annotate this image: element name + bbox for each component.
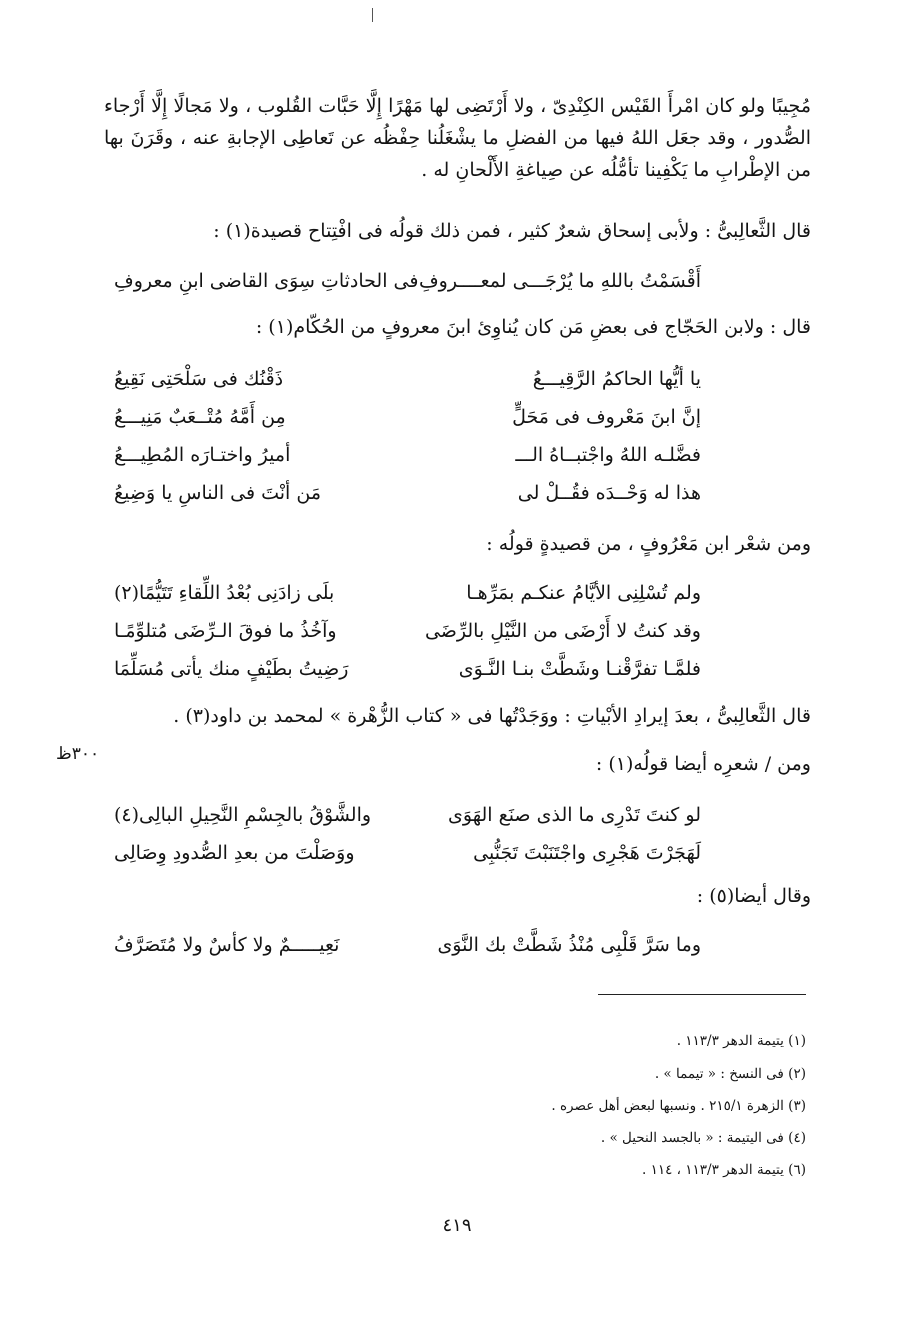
opening-paragraph: مُجِيبًا ولو كان امْرأَ القَيْس الكِنْدِىّ ، ولا أَرْتَضِى لها مَهْرًا إِلَّا حَبَّات القُلوب ، ولا مَجالًا إِلَّا أَرْجاء الصُّدور ، وقد جعَل اللهُ فيها من الفضلِ ما يشْغَلُنا حِفْظُه عن تَعاطِى الإجابةِ عنه ، وقَرَنَ بها من الإطْرابِ ما يَكْفِينا تأمُّلُه عن صِياغةِ الأَلْحانِ له . [104, 95, 811, 181]
page-number: ٤١٩ [442, 1215, 472, 1236]
verse-6 [104, 928, 811, 962]
poem-2-verse [104, 438, 811, 472]
poem-2-second-hemistich: أميرُ واختـارَه المُطِيـــعُ [114, 444, 291, 466]
verse-6-first-hemistich: وما سَرَّ قَلْبِى مُنْذُ شَطَّتْ بك النَّوَى [437, 934, 701, 956]
poem-3-first-hemistich: ولم تُسْلِنِى الأيَّامُ عنكـم بمَرِّهـا [466, 582, 701, 604]
intro-line-6: وقال أيضا(٥) : [696, 885, 811, 907]
verse-1 [104, 264, 811, 298]
poem-5-verse [104, 798, 811, 832]
poem-2-first-hemistich: إنَّ ابنَ مَعْروف فى مَحَلٍّ [512, 406, 701, 428]
verse-6-second-hemistich: نَعِيـــــمٌ ولا كأسٌ ولا مُتَصَرَّفُ [114, 934, 340, 956]
scan-speck [372, 8, 373, 22]
poem-3-second-hemistich: بلَى زادَنِى بُعْدُ اللِّقاءِ تَتَيُّمًا(٢) [114, 582, 335, 604]
verse-1-second-hemistich: فى الحادثاتِ سِوَى القاضى ابنِ معروفِ [114, 270, 419, 292]
poem-5-second-hemistich: والشَّوْقُ بالجِسْمِ النَّحِيلِ البالِى(٤) [114, 804, 372, 826]
poem-3-second-hemistich: رَضِيتُ بطَيْفٍ منك يأتى مُسَلِّمَا [114, 658, 349, 680]
poem-2-second-hemistich: ذَقْنُك فى سَلْحَتِى نَقِيعُ [114, 368, 284, 390]
poem-2-first-hemistich: يا أيُّها الحاكمُ الرَّقِيـــعُ [532, 368, 701, 390]
poem-2-second-hemistich: مِن أَمَّهُ مُتْــعَبٌ مَنِيـــعُ [114, 406, 286, 428]
intro-line-3: ومن شعْر ابن مَعْرُوفٍ ، من قصيدةٍ قولُه : [486, 533, 811, 555]
poem-2-verse [104, 476, 811, 510]
footnote: (٦) يتيمة الدهر ١١٣/٣ ، ١١٤ . [641, 1162, 806, 1178]
footnote: (١) يتيمة الدهر ١١٣/٣ . [676, 1033, 806, 1049]
manuscript-folio-marker: ٣٠٠ظ [56, 744, 100, 764]
poem-2-first-hemistich: هذا له وَحْــدَه فقُــلْ لى [517, 482, 701, 504]
footnote: (٤) فى اليتيمة : « بالجسد النحيل » . [600, 1130, 806, 1146]
footnote: (٢) فى النسخ : « تيمما » . [654, 1066, 806, 1082]
intro-line-2: قال : ولابن الحَجّاج فى بعضِ مَن كان يُناوِئ ابنَ معروفٍ من الحُكّام(١) : [255, 316, 811, 338]
poem-2-first-hemistich: فضَّلـه اللهُ واجْتبــاهُ الـــ [515, 444, 701, 466]
poem-5-first-hemistich: لو كنتَ تَدْرِى ما الذى صنَع الهَوَى [448, 804, 701, 826]
poem-3-verse [104, 652, 811, 686]
intro-line-4: قال الثَّعالِبىُّ ، بعدَ إيرادِ الأبْياتِ : ووَجَدْتُها فى « كتاب الزُّهْرة » لمحمد بن داود(٣) . [173, 705, 811, 727]
intro-line-5: ومن / شعرِه أيضا قولُه(١) : [595, 753, 811, 775]
poem-5-first-hemistich: لَهَجَرْتَ هَجْرِى واجْتَنَبْتَ تَجَنُّبِى [473, 842, 701, 864]
intro-line-1: قال الثَّعالِبىُّ : ولأبى إسحاق شعرٌ كثير ، فمن ذلك قولُه فى افْتِتاح قصيدة(١) : [213, 220, 811, 242]
footnote: (٣) الزهرة ٢١٥/١ . ونسبها لبعض أهل عصره . [551, 1098, 806, 1114]
poem-2-second-hemistich: مَن أنْتَ فى الناسِ يا وَضِيعُ [114, 482, 321, 504]
poem-2-verse [104, 400, 811, 434]
poem-5-second-hemistich: ووَصَلْتَ من بعدِ الصُّدودِ وِصَالِى [114, 842, 355, 864]
poem-3-first-hemistich: وقد كنتُ لا أَرْضَى من النَّيْلِ بالرِّضَى [424, 620, 701, 642]
poem-5-verse [104, 836, 811, 870]
poem-2-verse [104, 362, 811, 396]
poem-3-first-hemistich: فلمَّـا تفرَّقْنـا وشَطَّتْ بنـا النَّـوَى [458, 658, 701, 680]
poem-3-second-hemistich: وآخُذُ ما فوقَ الـرِّضَى مُتلوِّمًـا [114, 620, 337, 642]
verse-1-first-hemistich: أَقْسَمْتُ باللهِ ما يُرْجَـــى لمعــــروفِ [418, 270, 701, 292]
footnote-separator [598, 994, 806, 995]
poem-3-verse [104, 576, 811, 610]
poem-3-verse [104, 614, 811, 648]
